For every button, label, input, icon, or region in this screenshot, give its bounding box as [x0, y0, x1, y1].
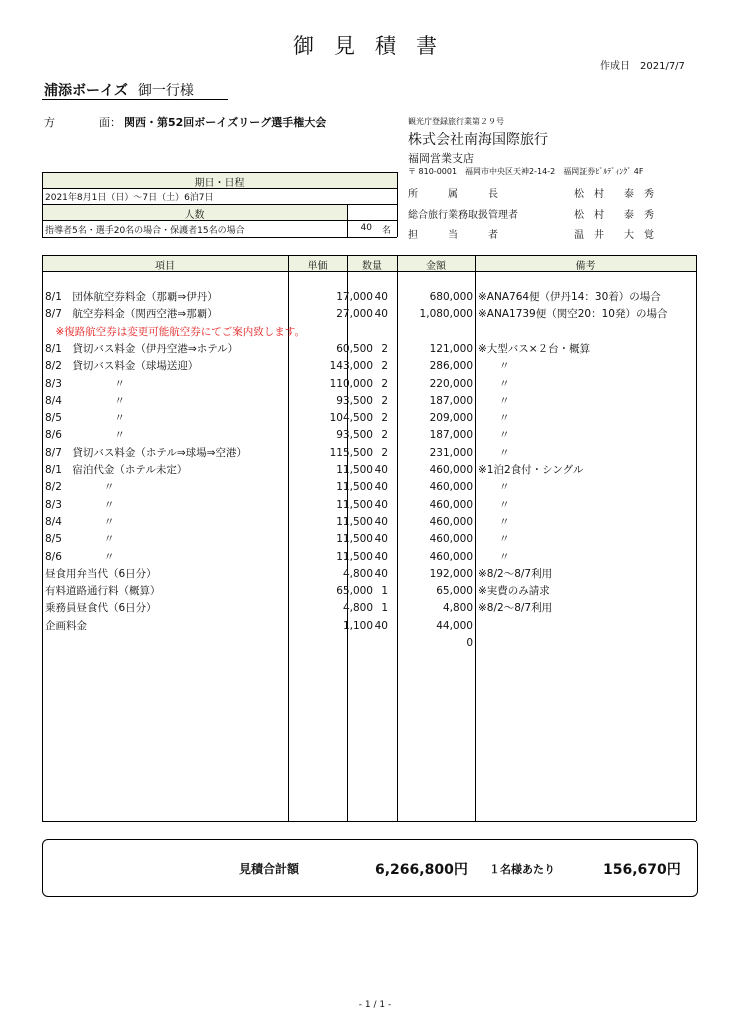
total-amount: 6,266,800円 [375, 862, 468, 878]
cell-note: 〃 [478, 360, 510, 373]
cell-qty: 40 [374, 533, 388, 546]
cell-qty: 40 [374, 291, 388, 303]
cell-note: ※ANA1739便（関空20：10発）の場合 [478, 308, 668, 321]
cell-amount: 187,000 [429, 429, 473, 442]
table-row [42, 306, 696, 323]
cell-amount: 0 [466, 637, 473, 649]
customer-team: 浦添ボーイズ [44, 83, 128, 99]
staff-role: 総合旅行業務取扱管理者 [408, 210, 518, 221]
customer-underline [42, 99, 228, 100]
cell-item: 8/5 〃 [45, 412, 125, 425]
cell-item: 8/3 〃 [45, 498, 115, 511]
cell-item: 8/7 航空券料金（関西空港⇒那覇） [45, 308, 218, 321]
col-header-item: 項目 [155, 261, 175, 272]
cell-note: 〃 [478, 412, 510, 425]
customer-name [44, 80, 194, 100]
cell-price: 93,500 [336, 429, 373, 442]
per-person-amount: 156,670円 [603, 862, 681, 878]
table-row [42, 479, 696, 496]
total-box [42, 839, 698, 897]
table-row [42, 497, 696, 514]
people-detail: 指導者5名・選手20名の場合・保護者15名の場合 [45, 226, 245, 236]
table-row [42, 341, 696, 358]
staff-name: 温 井 大 覚 [574, 230, 654, 241]
cell-amount: 460,000 [429, 550, 473, 563]
cell-note: ※8/2～8/7利用 [478, 602, 553, 615]
cell-item: 乗務員昼食代（6日分） [45, 602, 157, 615]
cell-qty: 40 [374, 464, 388, 476]
cell-price: 11,500 [336, 515, 373, 528]
table-row [42, 635, 696, 652]
table-row [42, 427, 696, 444]
table-row [42, 583, 696, 600]
cell-price: 27,000 [336, 308, 373, 321]
cell-item: 8/4 〃 [45, 515, 115, 528]
agency-block [408, 116, 548, 166]
cell-amount: 286,000 [429, 360, 473, 373]
table-row [42, 324, 696, 341]
created-date: 作成日 2021/7/7 [600, 61, 685, 72]
total-label: 見積合計額 [239, 862, 300, 876]
table-row [42, 600, 696, 617]
cell-price: 11,500 [336, 498, 373, 511]
cell-amount: 121,000 [429, 342, 473, 355]
col-header-note: 備考 [575, 261, 596, 272]
cell-qty: 2 [381, 360, 388, 373]
cell-item: 8/1 宿泊代金（ホテル未定） [45, 464, 188, 476]
table-row [42, 445, 696, 462]
people-unit: 名 [382, 226, 392, 236]
direction-line [44, 114, 326, 130]
table-row [42, 531, 696, 548]
cell-amount: 460,000 [429, 515, 473, 528]
cell-qty: 2 [381, 446, 388, 459]
cell-qty: 2 [381, 377, 388, 390]
cell-price: 11,500 [336, 464, 373, 476]
cell-item: 昼食用弁当代（6日分） [45, 567, 157, 580]
cell-qty: 2 [381, 394, 388, 407]
cell-qty: 40 [374, 567, 388, 580]
staff-role: 担 当 者 [408, 230, 498, 241]
cell-item: 8/1 貸切バス料金（伊丹空港⇒ホテル） [45, 342, 239, 355]
cell-qty: 40 [374, 308, 388, 321]
cell-note: 〃 [478, 533, 510, 546]
cell-amount: 231,000 [429, 446, 473, 459]
cell-price: 4,800 [342, 567, 373, 580]
table-row [42, 514, 696, 531]
direction-value: 関西・第52回ボーイズリーグ選手権大会 [124, 116, 327, 129]
col-header-amount: 金額 [426, 261, 446, 272]
staff-name: 松 村 泰 秀 [574, 210, 654, 221]
col-header-qty: 数量 [362, 261, 382, 272]
cell-price: 11,500 [336, 481, 373, 494]
per-person-label: １名様あたり [489, 863, 555, 876]
cell-amount: 680,000 [429, 291, 473, 303]
agency-branch: 福岡営業支店 [408, 152, 474, 165]
cell-qty: 2 [381, 342, 388, 355]
cell-qty: 40 [374, 515, 388, 528]
agency-registration: 観光庁登録旅行業第２９号 [408, 117, 504, 126]
staff-row [408, 206, 698, 222]
cell-price: 115,500 [329, 446, 373, 459]
people-header: 人数 [184, 210, 205, 221]
cell-item: 8/1 団体航空券料金（那覇⇒伊丹） [45, 291, 218, 303]
cell-item: 8/7 貸切バス料金（ホテル⇒球場⇒空港） [45, 446, 247, 459]
page-number: - 1 / 1 - [358, 1000, 392, 1010]
cell-note: 〃 [478, 377, 510, 390]
cell-price: 4,800 [342, 602, 373, 615]
cell-amount: 209,000 [429, 412, 473, 425]
cell-item: ※復路航空券は変更可能航空券にてご案内致します。 [45, 325, 305, 338]
cell-price: 65,000 [336, 585, 373, 598]
table-row [42, 376, 696, 393]
schedule-header: 期日・日程 [194, 178, 245, 189]
cell-note: ※1泊2食付・シングル [478, 464, 584, 476]
cell-item: 8/4 〃 [45, 394, 125, 407]
cell-amount: 220,000 [429, 377, 473, 390]
people-count: 40 [360, 223, 372, 233]
cell-amount: 460,000 [429, 464, 473, 476]
table-row [42, 549, 696, 566]
agency-address: 〒 810-0001 福岡市中央区天神2-14-2 福岡証券ﾋﾞﾙﾃﾞｨﾝｸﾞ 4F [408, 167, 644, 176]
cell-item: 有料道路通行料（概算） [45, 585, 161, 598]
cell-note: ※8/2～8/7利用 [478, 567, 553, 580]
cell-item: 8/2 貸切バス料金（球場送迎） [45, 360, 199, 373]
cell-price: 11,500 [336, 550, 373, 563]
cell-qty: 2 [381, 412, 388, 425]
cell-item: 8/6 〃 [45, 429, 125, 442]
table-row [42, 393, 696, 410]
cell-price: 93,500 [336, 394, 373, 407]
cell-qty: 2 [381, 429, 388, 442]
document-title: 御見積書 [293, 34, 457, 58]
cell-note: ※大型バス×２台・概算 [478, 342, 591, 355]
cell-note: 〃 [478, 550, 510, 563]
table-row [42, 410, 696, 427]
cell-note: 〃 [478, 498, 510, 511]
cell-amount: 460,000 [429, 533, 473, 546]
cell-amount: 1,080,000 [419, 308, 473, 321]
table-row [42, 462, 696, 479]
cell-item: 8/2 〃 [45, 481, 115, 494]
staff-name: 松 村 泰 秀 [574, 189, 654, 200]
cell-note: ※実費のみ請求 [478, 585, 550, 598]
cell-price: 17,000 [336, 291, 373, 303]
cell-qty: 40 [374, 481, 388, 494]
table-row [42, 566, 696, 583]
table-row [42, 289, 696, 306]
cell-item: 8/3 〃 [45, 377, 125, 390]
cell-qty: 40 [374, 619, 388, 632]
schedule-value: 2021年8月1日（日）～7日（土）6泊7日 [45, 193, 214, 203]
cell-item: 8/5 〃 [45, 533, 115, 546]
staff-role: 所 属 長 [408, 189, 498, 200]
cell-qty: 1 [381, 585, 388, 598]
cell-note: 〃 [478, 429, 510, 442]
cell-note: 〃 [478, 446, 510, 459]
customer-honorific: 御一行様 [137, 83, 194, 99]
cell-amount: 192,000 [429, 567, 473, 580]
cell-qty: 40 [374, 550, 388, 563]
cell-note: 〃 [478, 515, 510, 528]
cell-amount: 4,800 [442, 602, 473, 615]
table-row [42, 618, 696, 635]
cell-item: 8/6 〃 [45, 550, 115, 563]
staff-row [408, 226, 698, 242]
cell-price: 11,500 [336, 533, 373, 546]
cell-price: 104,500 [329, 412, 373, 425]
cell-amount: 460,000 [429, 498, 473, 511]
cell-note: ※ANA764便（伊丹14：30着）の場合 [478, 291, 661, 303]
cell-amount: 65,000 [436, 585, 473, 598]
col-header-price: 単価 [307, 261, 328, 272]
cell-qty: 1 [381, 602, 388, 615]
cell-item: 企画料金 [45, 619, 87, 632]
cell-price: 1,100 [342, 619, 373, 632]
cell-amount: 187,000 [429, 394, 473, 407]
table-row [42, 358, 696, 375]
agency-name: 株式会社南海国際旅行 [408, 132, 548, 148]
staff-row [408, 185, 698, 201]
cell-qty: 40 [374, 498, 388, 511]
cell-price: 110,000 [329, 377, 373, 390]
cell-note: 〃 [478, 394, 510, 407]
cell-note: 〃 [478, 481, 510, 494]
direction-label: 方 面： [44, 116, 121, 129]
cell-amount: 460,000 [429, 481, 473, 494]
cell-amount: 44,000 [436, 619, 473, 632]
cell-price: 143,000 [329, 360, 373, 373]
cell-price: 60,500 [336, 342, 373, 355]
